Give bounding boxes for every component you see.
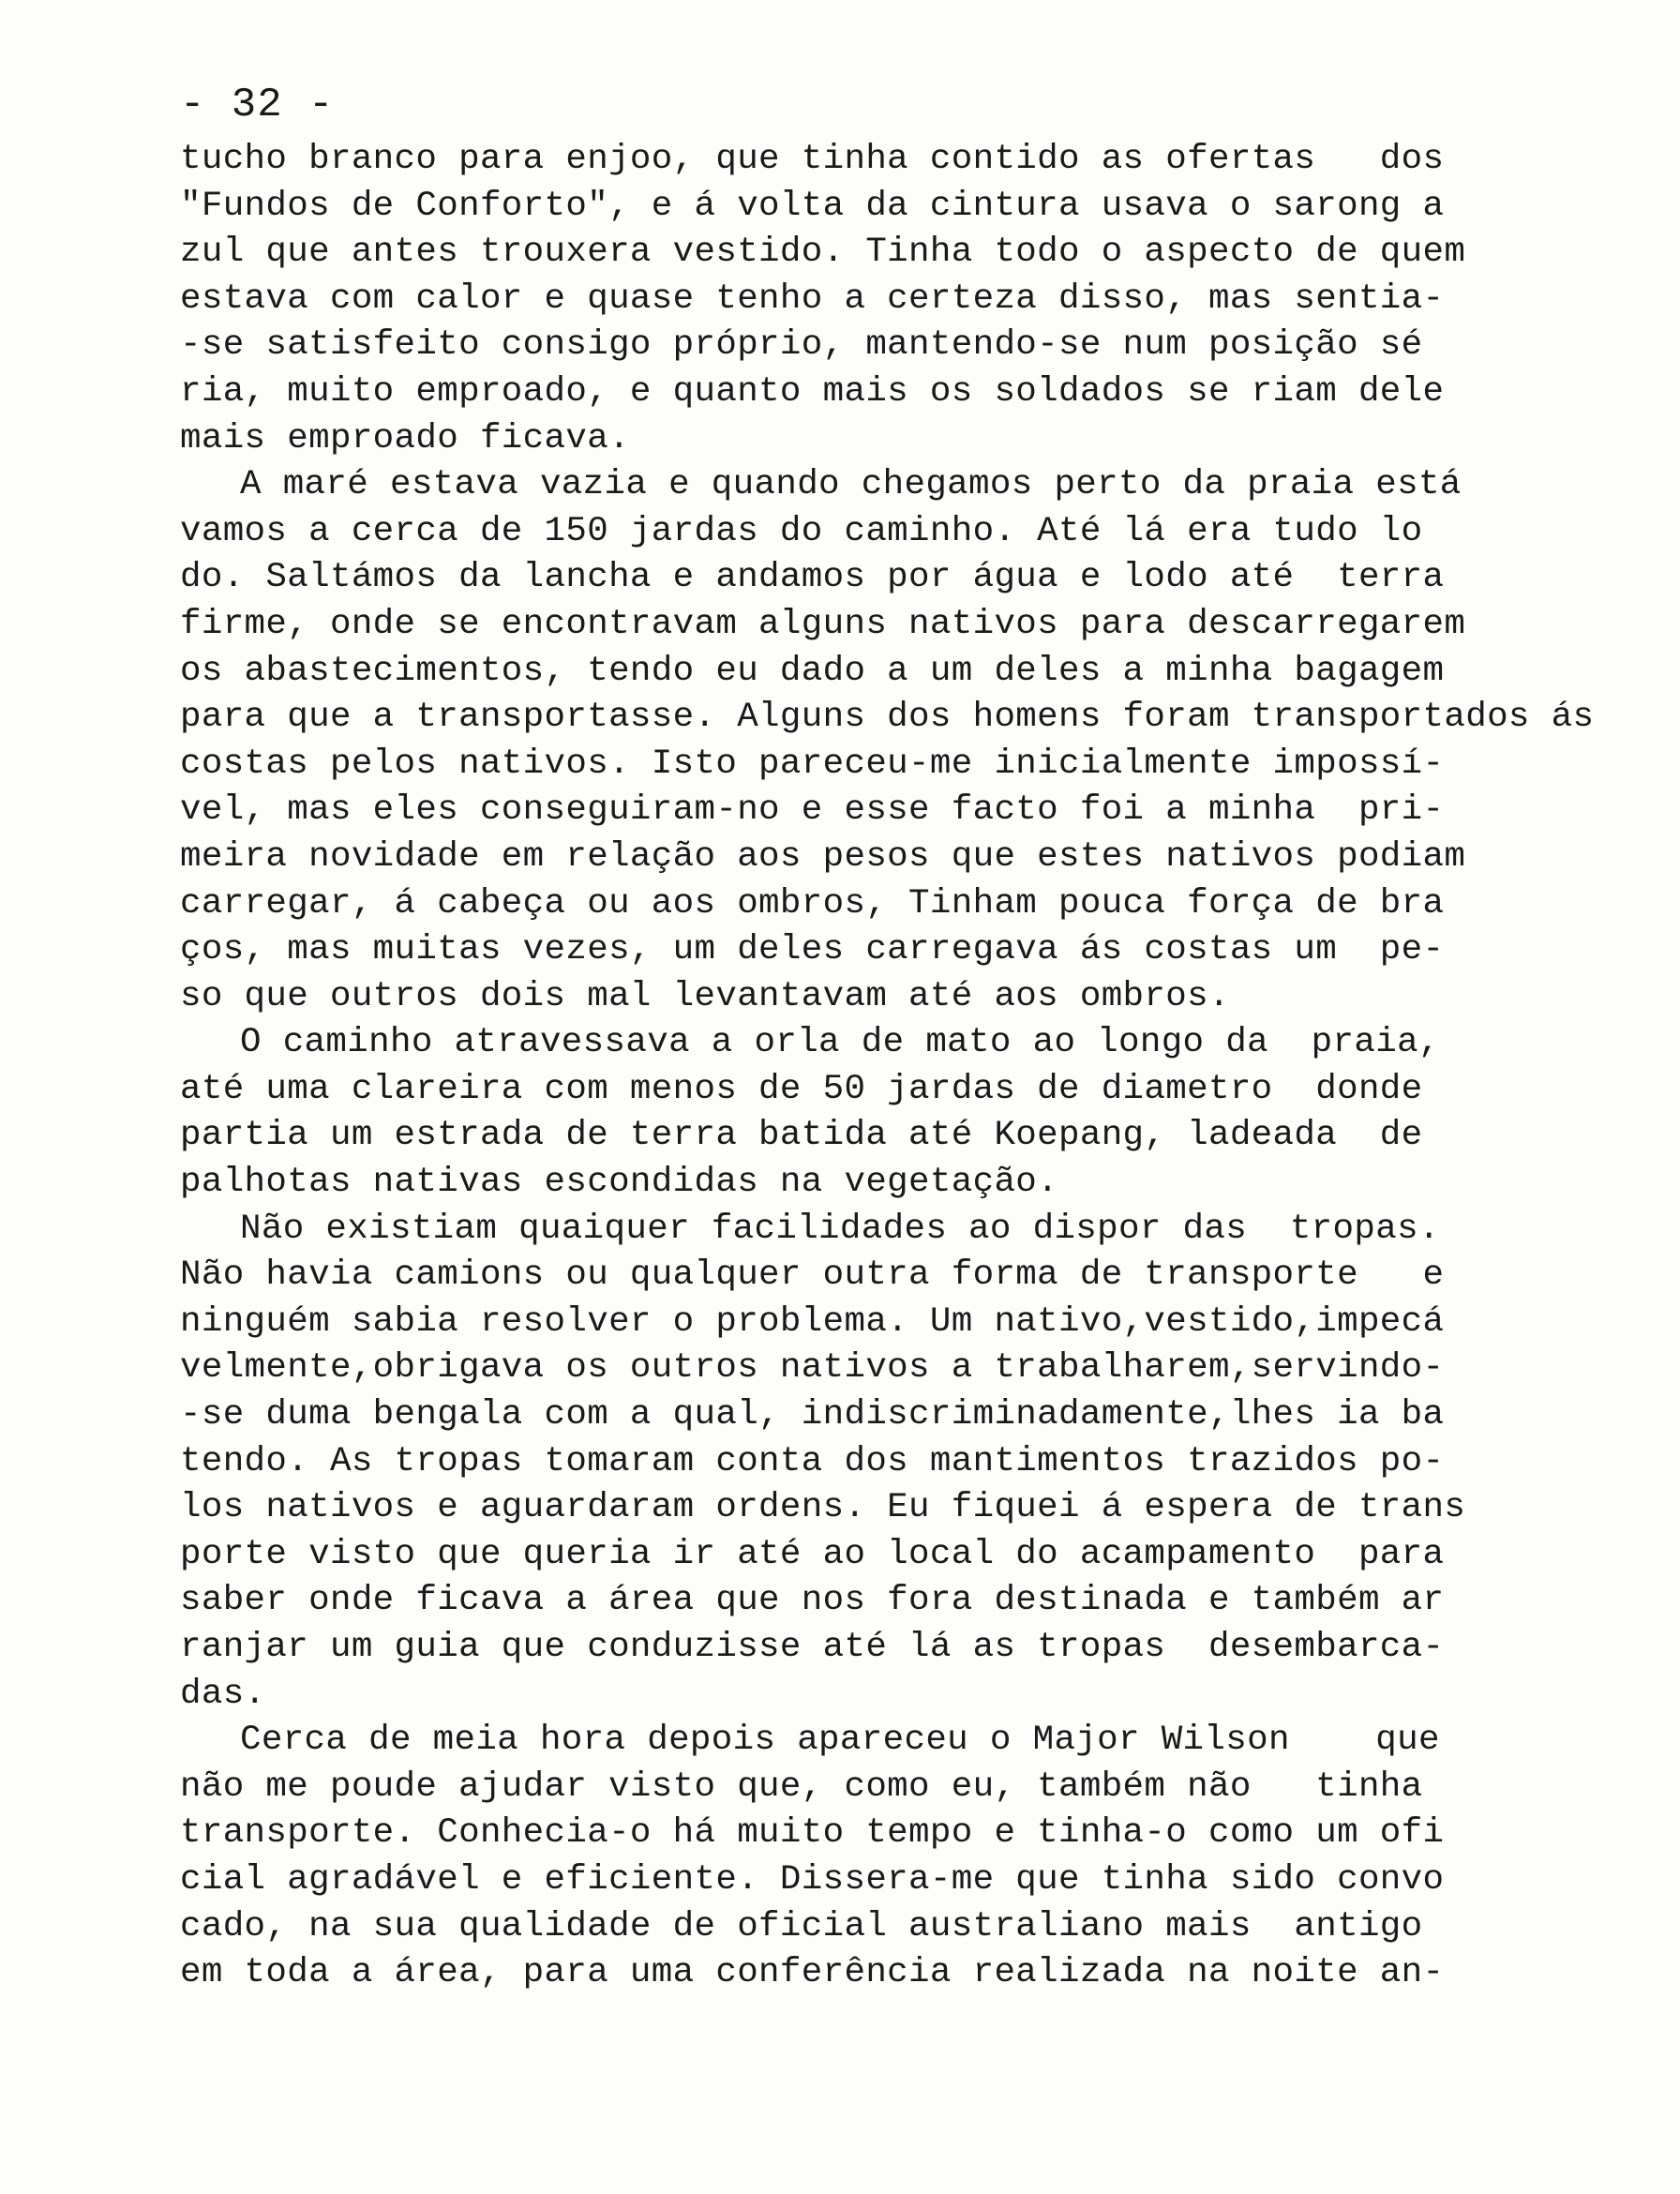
text-line: ria, muito emproado, e quanto mais os soldados se riam dele	[180, 371, 1445, 412]
text-line: transporte. Conhecia-o há muito tempo e tinha-o como um ofi	[180, 1813, 1445, 1854]
text-line: das.	[180, 1674, 266, 1714]
text-line: -se duma bengala com a qual, indiscriminadamente,lhes ia ba	[180, 1395, 1445, 1435]
text-line: até uma clareira com menos de 50 jardas de diametro donde	[180, 1069, 1423, 1109]
text-line: Cerca de meia hora depois apareceu o Major Wilson que	[240, 1721, 1440, 1761]
text-line: costas pelos nativos. Isto pareceu-me inicialmente impossí-	[180, 744, 1445, 784]
text-line: do. Saltámos da lancha e andamos por água e lodo até terra	[180, 558, 1445, 598]
text-line: O caminho atravessava a orla de mato ao longo da praia,	[240, 1023, 1440, 1063]
text-line: não me poude ajudar visto que, como eu, também não tinha	[180, 1766, 1423, 1807]
page-number: - 32 -	[180, 82, 335, 128]
text-line: saber onde ficava a área que nos fora destinada e também ar	[180, 1581, 1445, 1621]
text-line: "Fundos de Conforto", e á volta da cintura usava o sarong a	[180, 186, 1445, 226]
text-line: cado, na sua qualidade de oficial australiano mais antigo	[180, 1906, 1423, 1946]
text-line: vamos a cerca de 150 jardas do caminho. Até lá era tudo lo	[180, 511, 1423, 551]
text-line: Não havia camions ou qualquer outra forma de transporte e	[180, 1255, 1445, 1296]
text-line: Não existiam quaiquer facilidades ao dispor das tropas.	[240, 1209, 1440, 1249]
text-line: tendo. As tropas tomaram conta dos mantimentos trazidos po-	[180, 1441, 1445, 1481]
text-line: los nativos e aguardaram ordens. Eu fiquei á espera de trans	[180, 1488, 1466, 1528]
text-line: para que a transportasse. Alguns dos homens foram transportados ás	[180, 698, 1595, 738]
text-line: cial agradável e eficiente. Dissera-me que tinha sido convo	[180, 1859, 1445, 1900]
text-line: palhotas nativas escondidas na vegetação.	[180, 1163, 1058, 1203]
text-line: velmente,obrigava os outros nativos a trabalharem,servindo-	[180, 1348, 1445, 1389]
text-line: partia um estrada de terra batida até Koepang, ladeada de	[180, 1116, 1423, 1156]
text-line: em toda a área, para uma conferência realizada na noite an-	[180, 1953, 1445, 1993]
text-line: -se satisfeito consigo próprio, mantendo-se num posição sé	[180, 325, 1423, 366]
text-line: A maré estava vazia e quando chegamos perto da praia está	[240, 465, 1462, 505]
text-line: ninguém sabia resolver o problema. Um nativo,vestido,impecá	[180, 1301, 1445, 1342]
text-line: os abastecimentos, tendo eu dado a um deles a minha bagagem	[180, 651, 1445, 691]
text-line: firme, onde se encontravam alguns nativos para descarregarem	[180, 604, 1466, 644]
text-line: estava com calor e quase tenho a certeza disso, mas sentia-	[180, 278, 1445, 319]
text-line: zul que antes trouxera vestido. Tinha todo o aspecto de quem	[180, 233, 1466, 273]
body-text	[180, 137, 1595, 1997]
text-line: vel, mas eles conseguiram-no e esse facto foi a minha pri-	[180, 790, 1445, 831]
text-line: tucho branco para enjoo, que tinha contido as ofertas dos	[180, 140, 1445, 179]
text-line: porte visto que queria ir até ao local do acampamento para	[180, 1534, 1445, 1574]
text-line: carregar, á cabeça ou aos ombros, Tinham pouca força de bra	[180, 883, 1445, 924]
text-line: ranjar um guia que conduzisse até lá as tropas desembarca-	[180, 1628, 1445, 1667]
text-line: so que outros dois mal levantavam até aos ombros.	[180, 976, 1230, 1016]
text-line: mais emproado ficava.	[180, 418, 630, 458]
text-line: ços, mas muitas vezes, um deles carregava ás costas um pe-	[180, 930, 1445, 970]
text-line: meira novidade em relação aos pesos que estes nativos podiam	[180, 836, 1466, 877]
